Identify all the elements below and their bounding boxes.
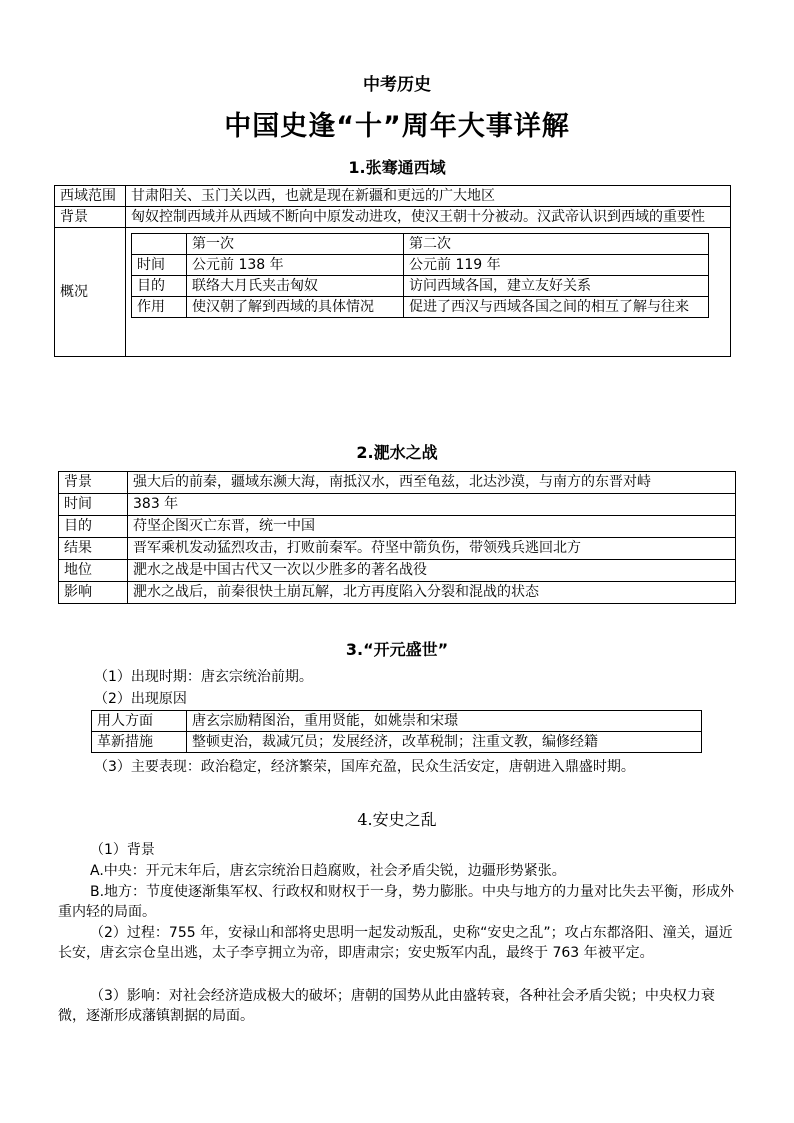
row-label: 革新措施	[92, 732, 187, 753]
section3-title: 3.“开元盛世”	[345, 640, 449, 659]
row-value: 晋军乘机发动猛烈攻击，打败前秦军。苻坚中箭负伤，带领残兵逃回北方	[128, 538, 736, 560]
inner-cell: 使汉朝了解到西域的具体情况	[187, 297, 404, 318]
row-value: 强大后的前秦，疆域东濒大海，南抵汉水，西至龟兹，北达沙漠，与南方的东晋对峙	[128, 472, 736, 494]
inner-cell: 访问西域各国，建立友好关系	[404, 276, 709, 297]
row-label: 用人方面	[92, 711, 187, 732]
region-label: 西域范围	[55, 186, 126, 207]
table-row	[55, 228, 731, 357]
row-label: 影响	[59, 582, 128, 604]
table-row	[132, 297, 709, 318]
inner-cell: 公元前 119 年	[404, 255, 709, 276]
section1-table	[54, 185, 731, 357]
section4-impact: （3）影响：对社会经济造成极大的破坏；唐朝的国势从此由盛转衰，各种社会矛盾尖锐；中央权力衰微，逐渐形成藩镇割据的局面。	[58, 988, 715, 1024]
section4-central: A.中央：开元末年后，唐玄宗统治日趋腐败，社会矛盾尖锐，边疆形势紧张。	[90, 863, 566, 879]
section2-table	[58, 471, 736, 604]
table-row	[132, 234, 709, 255]
row-label: 目的	[59, 516, 128, 538]
inner-cell: 公元前 138 年	[187, 255, 404, 276]
row-label: 结果	[59, 538, 128, 560]
table-row	[59, 538, 736, 560]
row-value: 整顿吏治，裁减冗员；发展经济，改革税制；注重文教，编修经籍	[187, 732, 702, 753]
background-label: 背景	[55, 207, 126, 228]
section1-title: 1.张骞通西域	[348, 158, 446, 177]
section3-table	[91, 710, 702, 753]
main-title: 中国史逢“十”周年大事详解	[224, 111, 570, 142]
row-value: 383 年	[128, 494, 736, 516]
overview-inner-table	[131, 233, 709, 318]
section3-reason-heading: （2）出现原因	[94, 691, 187, 707]
row-value: 苻坚企图灭亡东晋，统一中国	[128, 516, 736, 538]
inner-row-label: 作用	[132, 297, 187, 318]
table-row	[92, 711, 702, 732]
section4-title: 4.安史之乱	[357, 810, 437, 829]
inner-cell: 联络大月氏夹击匈奴	[187, 276, 404, 297]
inner-corner	[132, 234, 187, 255]
subject-heading: 中考历史	[363, 75, 431, 95]
inner-col-header-first: 第一次	[187, 234, 404, 255]
table-row	[59, 494, 736, 516]
inner-row-label: 目的	[132, 276, 187, 297]
row-value: 唐玄宗励精图治，重用贤能，如姚崇和宋璟	[187, 711, 702, 732]
section4-process: （2）过程：755 年，安禄山和部将史思明一起发动叛乱，史称“安史之乱”；攻占东都洛阳、潼关，逼近长安，唐玄宗仓皇出逃，太子李亨拥立为帝，即唐肃宗；安史叛军内乱，最终于 763 年被平定。	[58, 925, 733, 961]
table-row	[59, 582, 736, 604]
row-label: 背景	[59, 472, 128, 494]
table-row	[59, 472, 736, 494]
inner-cell: 促进了西汉与西域各国之间的相互了解与往来	[404, 297, 709, 318]
row-value: 淝水之战后，前秦很快土崩瓦解，北方再度陷入分裂和混战的状态	[128, 582, 736, 604]
row-label: 地位	[59, 560, 128, 582]
table-row	[92, 732, 702, 753]
table-row	[132, 276, 709, 297]
section3-manifestation: （3）主要表现：政治稳定，经济繁荣，国库充盈，民众生活安定，唐朝进入鼎盛时期。	[94, 759, 635, 775]
row-value: 淝水之战是中国古代又一次以少胜多的著名战役	[128, 560, 736, 582]
table-row	[59, 560, 736, 582]
table-row	[55, 207, 731, 228]
section2-title: 2.淝水之战	[356, 443, 438, 462]
row-label: 时间	[59, 494, 128, 516]
section4-background-heading: （1）背景	[90, 842, 155, 858]
overview-cell	[126, 228, 731, 357]
region-value: 甘肃阳关、玉门关以西，也就是现在新疆和更远的广大地区	[126, 186, 731, 207]
table-row	[55, 186, 731, 207]
table-row	[132, 255, 709, 276]
section3-period: （1）出现时期：唐玄宗统治前期。	[94, 669, 313, 685]
table-row	[59, 516, 736, 538]
background-value: 匈奴控制西域并从西域不断向中原发动进攻，使汉王朝十分被动。汉武帝认识到西域的重要性	[126, 207, 731, 228]
section4-local: B.地方：节度使逐渐集军权、行政权和财权于一身，势力膨胀。中央与地方的力量对比失去平衡，形成外重内轻的局面。	[58, 884, 735, 920]
inner-row-label: 时间	[132, 255, 187, 276]
inner-col-header-second: 第二次	[404, 234, 709, 255]
overview-label: 概况	[55, 228, 126, 357]
